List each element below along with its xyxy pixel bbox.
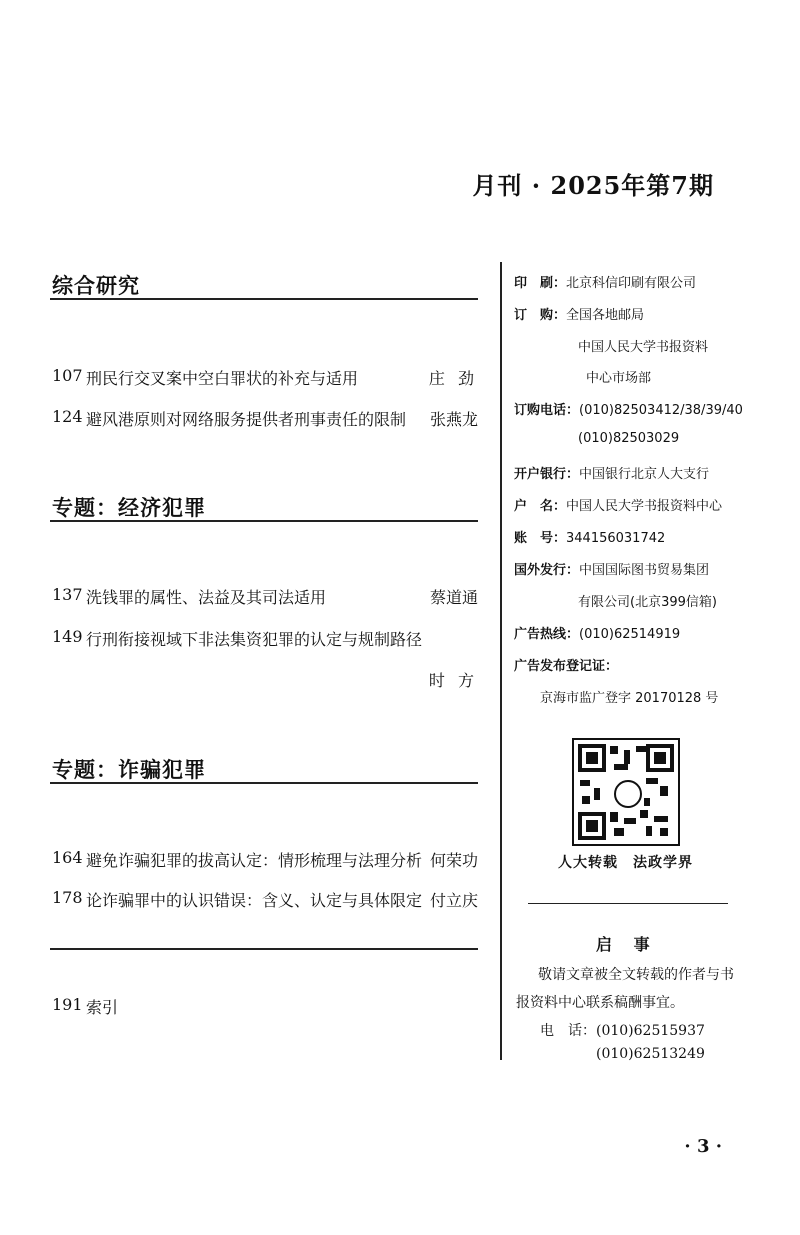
section-divider (50, 948, 478, 950)
article-title[interactable]: 论诈骗罪中的认识错误：含义、认定与具体限定 (86, 891, 423, 910)
info-overseas-2: 有限公司(北京399信箱) (578, 595, 717, 610)
article-page: 124 (52, 407, 83, 426)
info-phone-2: (010)82503029 (578, 431, 680, 446)
notice-phone-2: (010)62513249 (596, 1046, 705, 1062)
info-order-2: 中国人民大学书报资料 (578, 340, 709, 355)
index-title[interactable]: 索引 (86, 998, 119, 1017)
info-print: 印 刷：北京科信印刷有限公司 (514, 276, 697, 291)
page-number: · 3 · (684, 1136, 722, 1157)
info-ad-reg: 广告发布登记证： (514, 659, 619, 674)
article-author: 庄 劲 (428, 369, 478, 388)
notice-line: 报资料中心联系稿酬事宜。 (516, 995, 684, 1011)
section-divider (50, 298, 478, 300)
article-title[interactable]: 行刑衔接视域下非法集资犯罪的认定与规制路径 (86, 630, 423, 649)
info-phone: 订购电话：(010)82503412/38/39/40 (514, 403, 743, 418)
article-page: 164 (52, 848, 83, 867)
info-overseas: 国外发行：中国国际图书贸易集团 (514, 563, 710, 578)
article-author: 付立庆 (429, 891, 478, 910)
info-order: 订 购：全国各地邮局 (514, 308, 645, 323)
article-author: 蔡道通 (429, 588, 478, 607)
qr-code-image (572, 738, 680, 846)
article-page: 137 (52, 585, 83, 604)
article-author: 时 方 (428, 671, 478, 690)
info-ad-reg-value: 京海市监广登字 20170128 号 (540, 691, 719, 706)
article-page: 107 (52, 366, 83, 385)
article-title[interactable]: 避风港原则对网络服务提供者刑事责任的限制 (86, 410, 407, 429)
article-page: 178 (52, 888, 83, 907)
section-divider (50, 520, 478, 522)
info-account-no: 账 号：344156031742 (514, 531, 666, 546)
section-title: 综合研究 (52, 274, 140, 298)
issue-label: 月刊 · 2025年第7期 (472, 171, 714, 200)
info-order-3: 中心市场部 (586, 371, 652, 386)
article-title[interactable]: 洗钱罪的属性、法益及其司法适用 (86, 588, 327, 607)
info-account-name: 户 名：中国人民大学书报资料中心 (514, 499, 723, 514)
article-page: 149 (52, 627, 83, 646)
qr-logo-icon (614, 780, 642, 808)
article-title[interactable]: 刑民行交叉案中空白罪状的补充与适用 (86, 369, 359, 388)
section-divider (50, 782, 478, 784)
info-ad: 广告热线：(010)62514919 (514, 627, 681, 642)
article-author: 何荣功 (429, 851, 478, 870)
notice-phone: 电 话：(010)62515937 (540, 1023, 705, 1039)
section-title: 专题：经济犯罪 (52, 496, 206, 520)
info-bank: 开户银行：中国银行北京人大支行 (514, 467, 710, 482)
notice-line: 敬请文章被全文转载的作者与书 (538, 967, 734, 983)
article-author: 张燕龙 (429, 410, 478, 429)
article-title[interactable]: 避免诈骗犯罪的拔高认定：情形梳理与法理分析 (86, 851, 423, 870)
notice-title: 启 事 (596, 935, 658, 954)
index-page: 191 (52, 995, 83, 1014)
notice-divider (528, 903, 728, 904)
section-title: 专题：诈骗犯罪 (52, 758, 206, 782)
qr-caption: 人大转载 法政学界 (558, 855, 693, 871)
column-divider (500, 262, 502, 1060)
